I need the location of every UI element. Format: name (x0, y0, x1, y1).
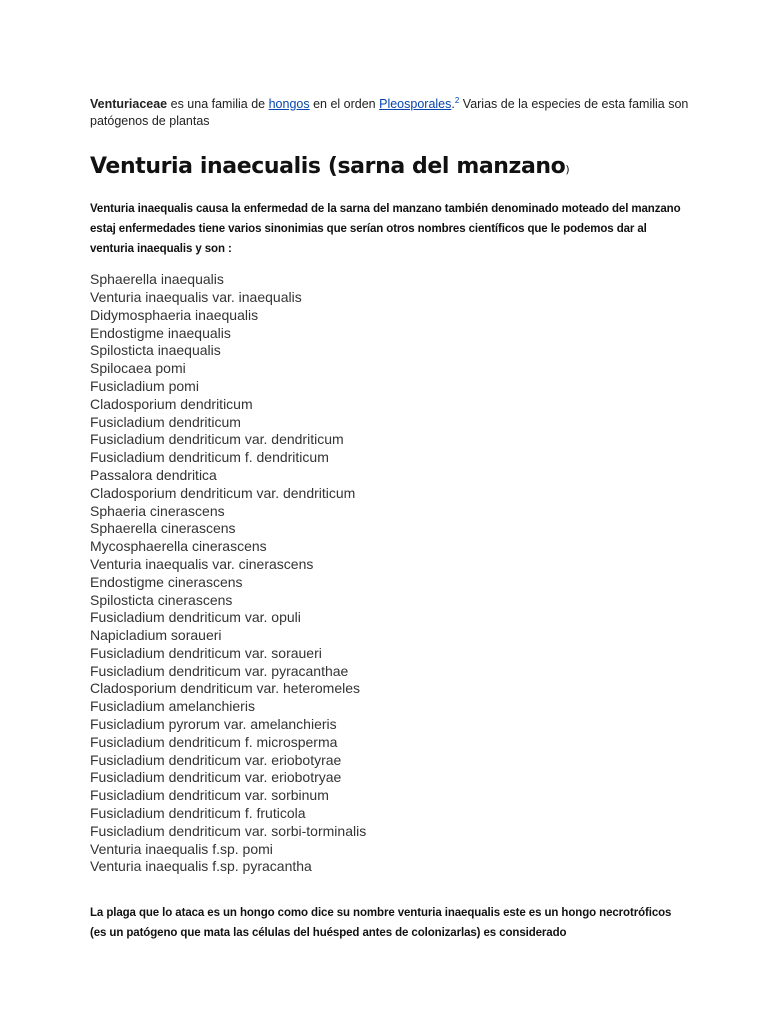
synonym-item: Fusicladium dendriticum (90, 413, 241, 430)
intro-text-3: Varias de la especies de esta familia son patógenos de plantas (90, 97, 689, 129)
synonym-item: Fusicladium dendriticum var. eriobotryae (90, 769, 342, 786)
synonym-item: Fusicladium dendriticum f. fruticola (90, 805, 306, 822)
synonym-item: Fusicladium dendriticum var. soraueri (90, 644, 322, 661)
synonym-item: Napicladium soraueri (90, 627, 222, 644)
synonym-item: Passalora dendritica (90, 466, 217, 483)
synonym-item: Spilocaea pomi (90, 360, 186, 377)
synonym-item: Fusicladium dendriticum var. sorbinum (90, 787, 329, 804)
synonym-item: Sphaeria cinerascens (90, 502, 225, 519)
synonym-item: Spilosticta cinerascens (90, 591, 233, 608)
synonym-item: Fusicladium dendriticum f. dendriticum (90, 449, 329, 466)
synonym-item: Venturia inaequalis f.sp. pyracantha (90, 858, 312, 875)
title-close-paren: ) (565, 163, 570, 177)
synonym-item: Fusicladium amelanchieris (90, 698, 255, 715)
synonym-item: Sphaerella cinerascens (90, 520, 236, 537)
link-hongos[interactable]: hongos (268, 97, 310, 112)
synonym-item: Fusicladium pyrorum var. amelanchieris (90, 716, 337, 733)
synonym-item: Fusicladium dendriticum var. sorbi-torminalis (90, 822, 367, 839)
document-page (90, 92, 690, 943)
synonym-item: Fusicladium dendriticum var. eriobotyrae (90, 751, 342, 768)
intro-term: Venturiaceae (90, 97, 168, 112)
closing-paragraph: La plaga que lo ataca es un hongo como dice su nombre venturia inaequalis este es un hongo necrotróficos (es un patógeno que mata las células del huésped antes de colonizarlas) es considerado (90, 907, 672, 940)
description-paragraph: Venturia inaequalis causa la enfermedad de la sarna del manzano también denominado moteado del manzano estaj enfermedades tiene varios sinonimias que serían otros nombres científicos que le podemos dar al venturia inaequalis y son : (90, 203, 681, 256)
synonym-list (90, 271, 690, 876)
synonym-item: Fusicladium dendriticum f. microsperma (90, 733, 338, 750)
synonym-item: Sphaerella inaequalis (90, 271, 224, 288)
synonym-item: Cladosporium dendriticum var. dendriticum (90, 484, 356, 501)
intro-text-2: en el orden (309, 97, 380, 112)
synonym-item: Fusicladium pomi (90, 377, 199, 394)
synonym-item: Venturia inaequalis f.sp. pomi (90, 840, 273, 857)
synonym-item: Cladosporium dendriticum var. heteromeles (90, 680, 361, 697)
page-title (90, 152, 690, 185)
title-main: Venturia inaecualis (sarna del manzano (90, 154, 566, 180)
synonym-item: Didymosphaeria inaequalis (90, 306, 259, 323)
synonym-item: Fusicladium dendriticum var. dendriticum (90, 431, 344, 448)
synonym-item: Endostigme cinerascens (90, 573, 243, 590)
intro-paragraph: Venturiaceae es una familia de hongos en el orden Pleosporales.$^2$ Varias de la especies de esta familia son patógenos de plantas (90, 96, 689, 129)
link-pleosporales[interactable]: Pleosporales (379, 97, 452, 112)
synonym-item: Endostigme inaequalis (90, 324, 231, 341)
synonym-item: Spilosticta inaequalis (90, 342, 221, 359)
synonym-item: Venturia inaequalis var. cinerascens (90, 555, 314, 572)
intro-text-1: es una familia de (167, 97, 269, 112)
footnote-ref[interactable]: 2 (454, 96, 460, 105)
synonym-item: Venturia inaequalis var. inaequalis (90, 288, 302, 305)
synonym-item: Cladosporium dendriticum (90, 395, 253, 412)
synonym-item: Mycosphaerella cinerascens (90, 538, 267, 555)
synonym-item: Fusicladium dendriticum var. opuli (90, 609, 301, 626)
synonym-item: Fusicladium dendriticum var. pyracanthae (90, 662, 349, 679)
